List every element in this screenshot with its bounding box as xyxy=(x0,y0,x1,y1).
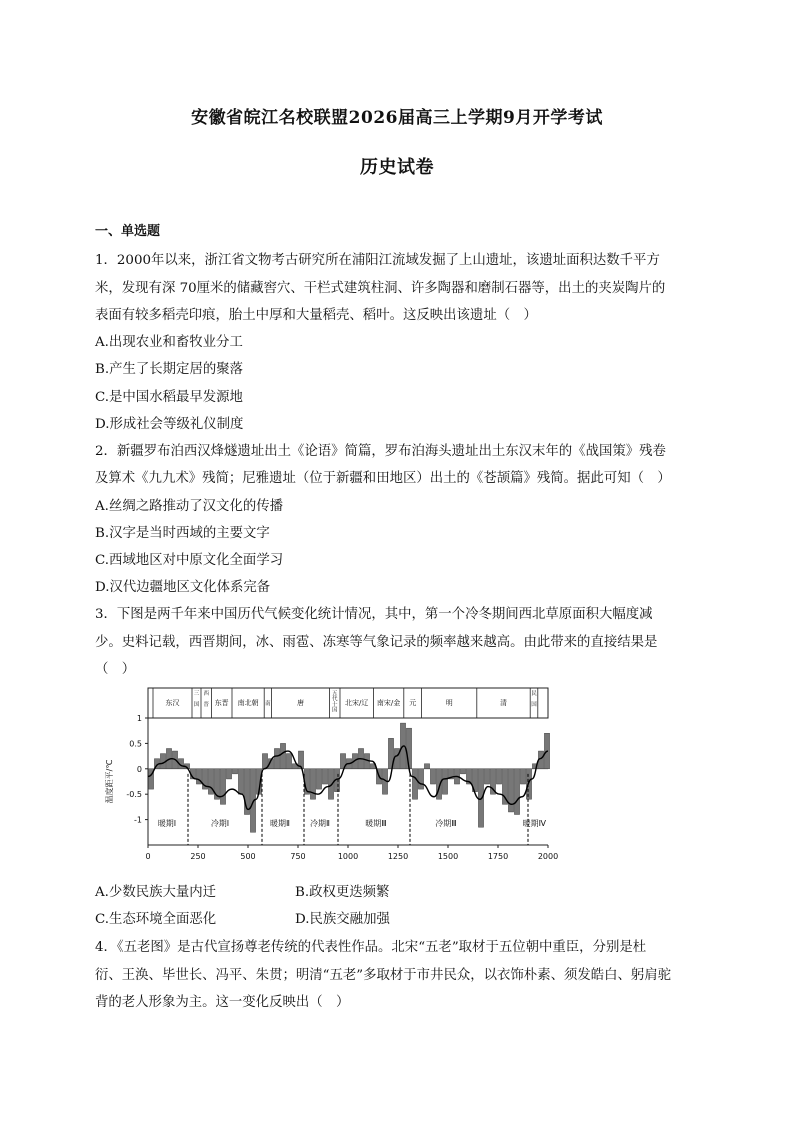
q4-stem-line-2: 衍、王涣、毕世长、冯平、朱贯；明清“五老”多取材于市井民众，以衣饰朴素、须发皓白、躬肩驼 xyxy=(95,968,672,983)
q1-stem-line-1: 1．2000年以来，浙江省文物考古研究所在浦阳江流域发掘了上山遗址，该遗址面积达数千平方 xyxy=(95,253,660,268)
x-tick-label: 1750 xyxy=(487,852,509,861)
q2-option-c[interactable]: C.西域地区对中原文化全面学习 xyxy=(95,553,284,568)
dynasty-label: 南北朝 xyxy=(237,699,259,707)
temperature-bar xyxy=(460,769,465,774)
exam-subtitle: 历史试卷 xyxy=(360,157,434,178)
x-tick-label: 1000 xyxy=(337,852,359,861)
q3-stem-line-2: 少。史料记载，西晋期间，冰、雨雹、冻寒等气象记录的频率越来越高。由此带来的直接结果是 xyxy=(95,635,658,650)
temperature-bar xyxy=(316,769,321,789)
temperature-bar xyxy=(394,748,399,768)
q2-option-d[interactable]: D.汉代边疆地区文化体系完备 xyxy=(95,580,271,595)
q4-stem-line-1: 4．《五老图》是古代宣扬尊老传统的代表性作品。北宋“五老”取材于五位朝中重臣，分别是杜 xyxy=(95,940,647,955)
q3-stem-line-1: 3．下图是两千年来中国历代气候变化统计情况，其中，第一个冷冬期间西北草原面积大幅度减 xyxy=(95,607,653,622)
period-label: 冷期Ⅰ xyxy=(210,819,230,829)
x-tick-label: 750 xyxy=(290,852,306,861)
temperature-bar xyxy=(160,754,165,769)
q3-option-a[interactable]: A.少数民族大量内迁 xyxy=(95,885,217,900)
x-tick-label: 1250 xyxy=(387,852,409,861)
temperature-bar xyxy=(442,769,447,794)
q1-option-b[interactable]: B.产生了长期定居的聚落 xyxy=(95,362,244,377)
period-label: 暖期Ⅲ xyxy=(365,819,387,829)
temperature-bar xyxy=(502,769,507,805)
dynasty-label: 民国 xyxy=(531,691,537,708)
temperature-bar xyxy=(226,769,231,779)
q1-option-d[interactable]: D.形成社会等级礼仪制度 xyxy=(95,417,244,432)
section-title: 一、单选题 xyxy=(95,224,161,239)
y-tick-label: 0.5 xyxy=(129,739,142,749)
period-label: 暖期Ⅱ xyxy=(270,819,290,829)
q1-option-c[interactable]: C.是中国水稻最早发源地 xyxy=(95,390,243,405)
x-tick-label: 0 xyxy=(145,852,151,861)
dynasty-label: 北宋/辽 xyxy=(345,699,369,707)
temperature-bar xyxy=(286,754,291,769)
temperature-bar xyxy=(484,769,489,784)
temperature-bar xyxy=(322,769,327,784)
y-axis-label: 温度距平/℃ xyxy=(105,759,114,804)
period-label: 暖期Ⅰ xyxy=(157,819,177,829)
dynasty-label: 东晋 xyxy=(214,699,229,707)
temperature-bar xyxy=(280,743,285,768)
exam-title: 安徽省皖江名校联盟2026届高三上学期9月开学考试 xyxy=(191,108,603,128)
q3-stem-line-3: （ ） xyxy=(95,662,136,677)
temperature-bar xyxy=(274,748,279,768)
temperature-bar xyxy=(406,728,411,769)
x-tick-label: 2000 xyxy=(537,852,559,861)
q3-option-d[interactable]: D.民族交融加强 xyxy=(295,912,390,927)
dynasty-label: 西晋 xyxy=(203,691,209,708)
temperature-bar xyxy=(514,769,519,815)
temperature-bar xyxy=(310,769,315,799)
y-tick-label: -1 xyxy=(134,815,142,825)
temperature-bar xyxy=(232,769,237,774)
q1-stem-line-3: 表面有较多稻壳印痕，胎土中厚和大量稻壳、稻叶。这反映出该遗址（ ） xyxy=(95,308,537,323)
dynasty-label: 明 xyxy=(445,699,453,707)
x-tick-label: 250 xyxy=(190,852,206,861)
climate-chart xyxy=(100,685,560,873)
y-tick-label: -0.5 xyxy=(126,790,142,800)
y-tick-label: 1 xyxy=(136,714,142,723)
q3-option-c[interactable]: C.生态环境全面恶化 xyxy=(95,912,217,927)
temperature-bar xyxy=(424,764,429,769)
dynasty-label: 五代十国 xyxy=(331,691,338,714)
x-tick-label: 1500 xyxy=(437,852,459,861)
dynasty-label: 元 xyxy=(409,699,417,707)
temperature-bar xyxy=(220,769,225,805)
q2-stem-line-1: 2．新疆罗布泊西汉烽燧遗址出土《论语》简篇，罗布泊海头遗址出土东汉末年的《战国策》残卷 xyxy=(95,444,666,459)
dynasty-label: 南 xyxy=(265,701,271,707)
temperature-bar xyxy=(496,769,501,784)
q4-stem-line-3: 背的老人形象为主。这一变化反映出（ ） xyxy=(95,995,350,1010)
period-label: 冷期Ⅱ xyxy=(310,819,330,829)
temperature-bar xyxy=(418,769,423,789)
q2-stem-line-2: 及算术《九九术》残简；尼雅遗址（位于新疆和田地区）出土的《苍颉篇》残简。据此可知（ ） xyxy=(95,471,671,486)
temperature-bar xyxy=(430,769,435,784)
temperature-bar xyxy=(520,769,525,784)
dynasty-label: 唐 xyxy=(297,699,304,707)
q2-option-a[interactable]: A.丝绸之路推动了汉文化的传播 xyxy=(95,499,284,514)
dynasty-label: 南宋/金 xyxy=(376,699,401,707)
q2-option-b[interactable]: B.汉字是当时西域的主要文字 xyxy=(95,526,270,541)
temperature-bar xyxy=(526,769,531,799)
dynasty-label: 清 xyxy=(500,699,507,707)
q1-option-a[interactable]: A.出现农业和畜牧业分工 xyxy=(95,335,243,350)
x-tick-label: 500 xyxy=(240,852,256,861)
temperature-bar xyxy=(238,769,243,794)
y-tick-label: 0 xyxy=(136,764,142,774)
temperature-bar xyxy=(508,769,513,812)
q3-option-b[interactable]: B.政权更迭频繁 xyxy=(295,885,390,900)
q1-stem-line-2: 米，发现有深 70厘米的储藏窖穴、干栏式建筑柱洞、许多陶器和磨制石器等，出土的夹炭陶片的 xyxy=(95,281,666,296)
period-label: 暖期Ⅳ xyxy=(522,819,546,829)
period-label: 冷期Ⅲ xyxy=(435,819,457,829)
dynasty-label: 东汉 xyxy=(165,699,180,707)
temperature-bar xyxy=(412,769,417,799)
dynasty-label: 三国 xyxy=(193,691,200,708)
